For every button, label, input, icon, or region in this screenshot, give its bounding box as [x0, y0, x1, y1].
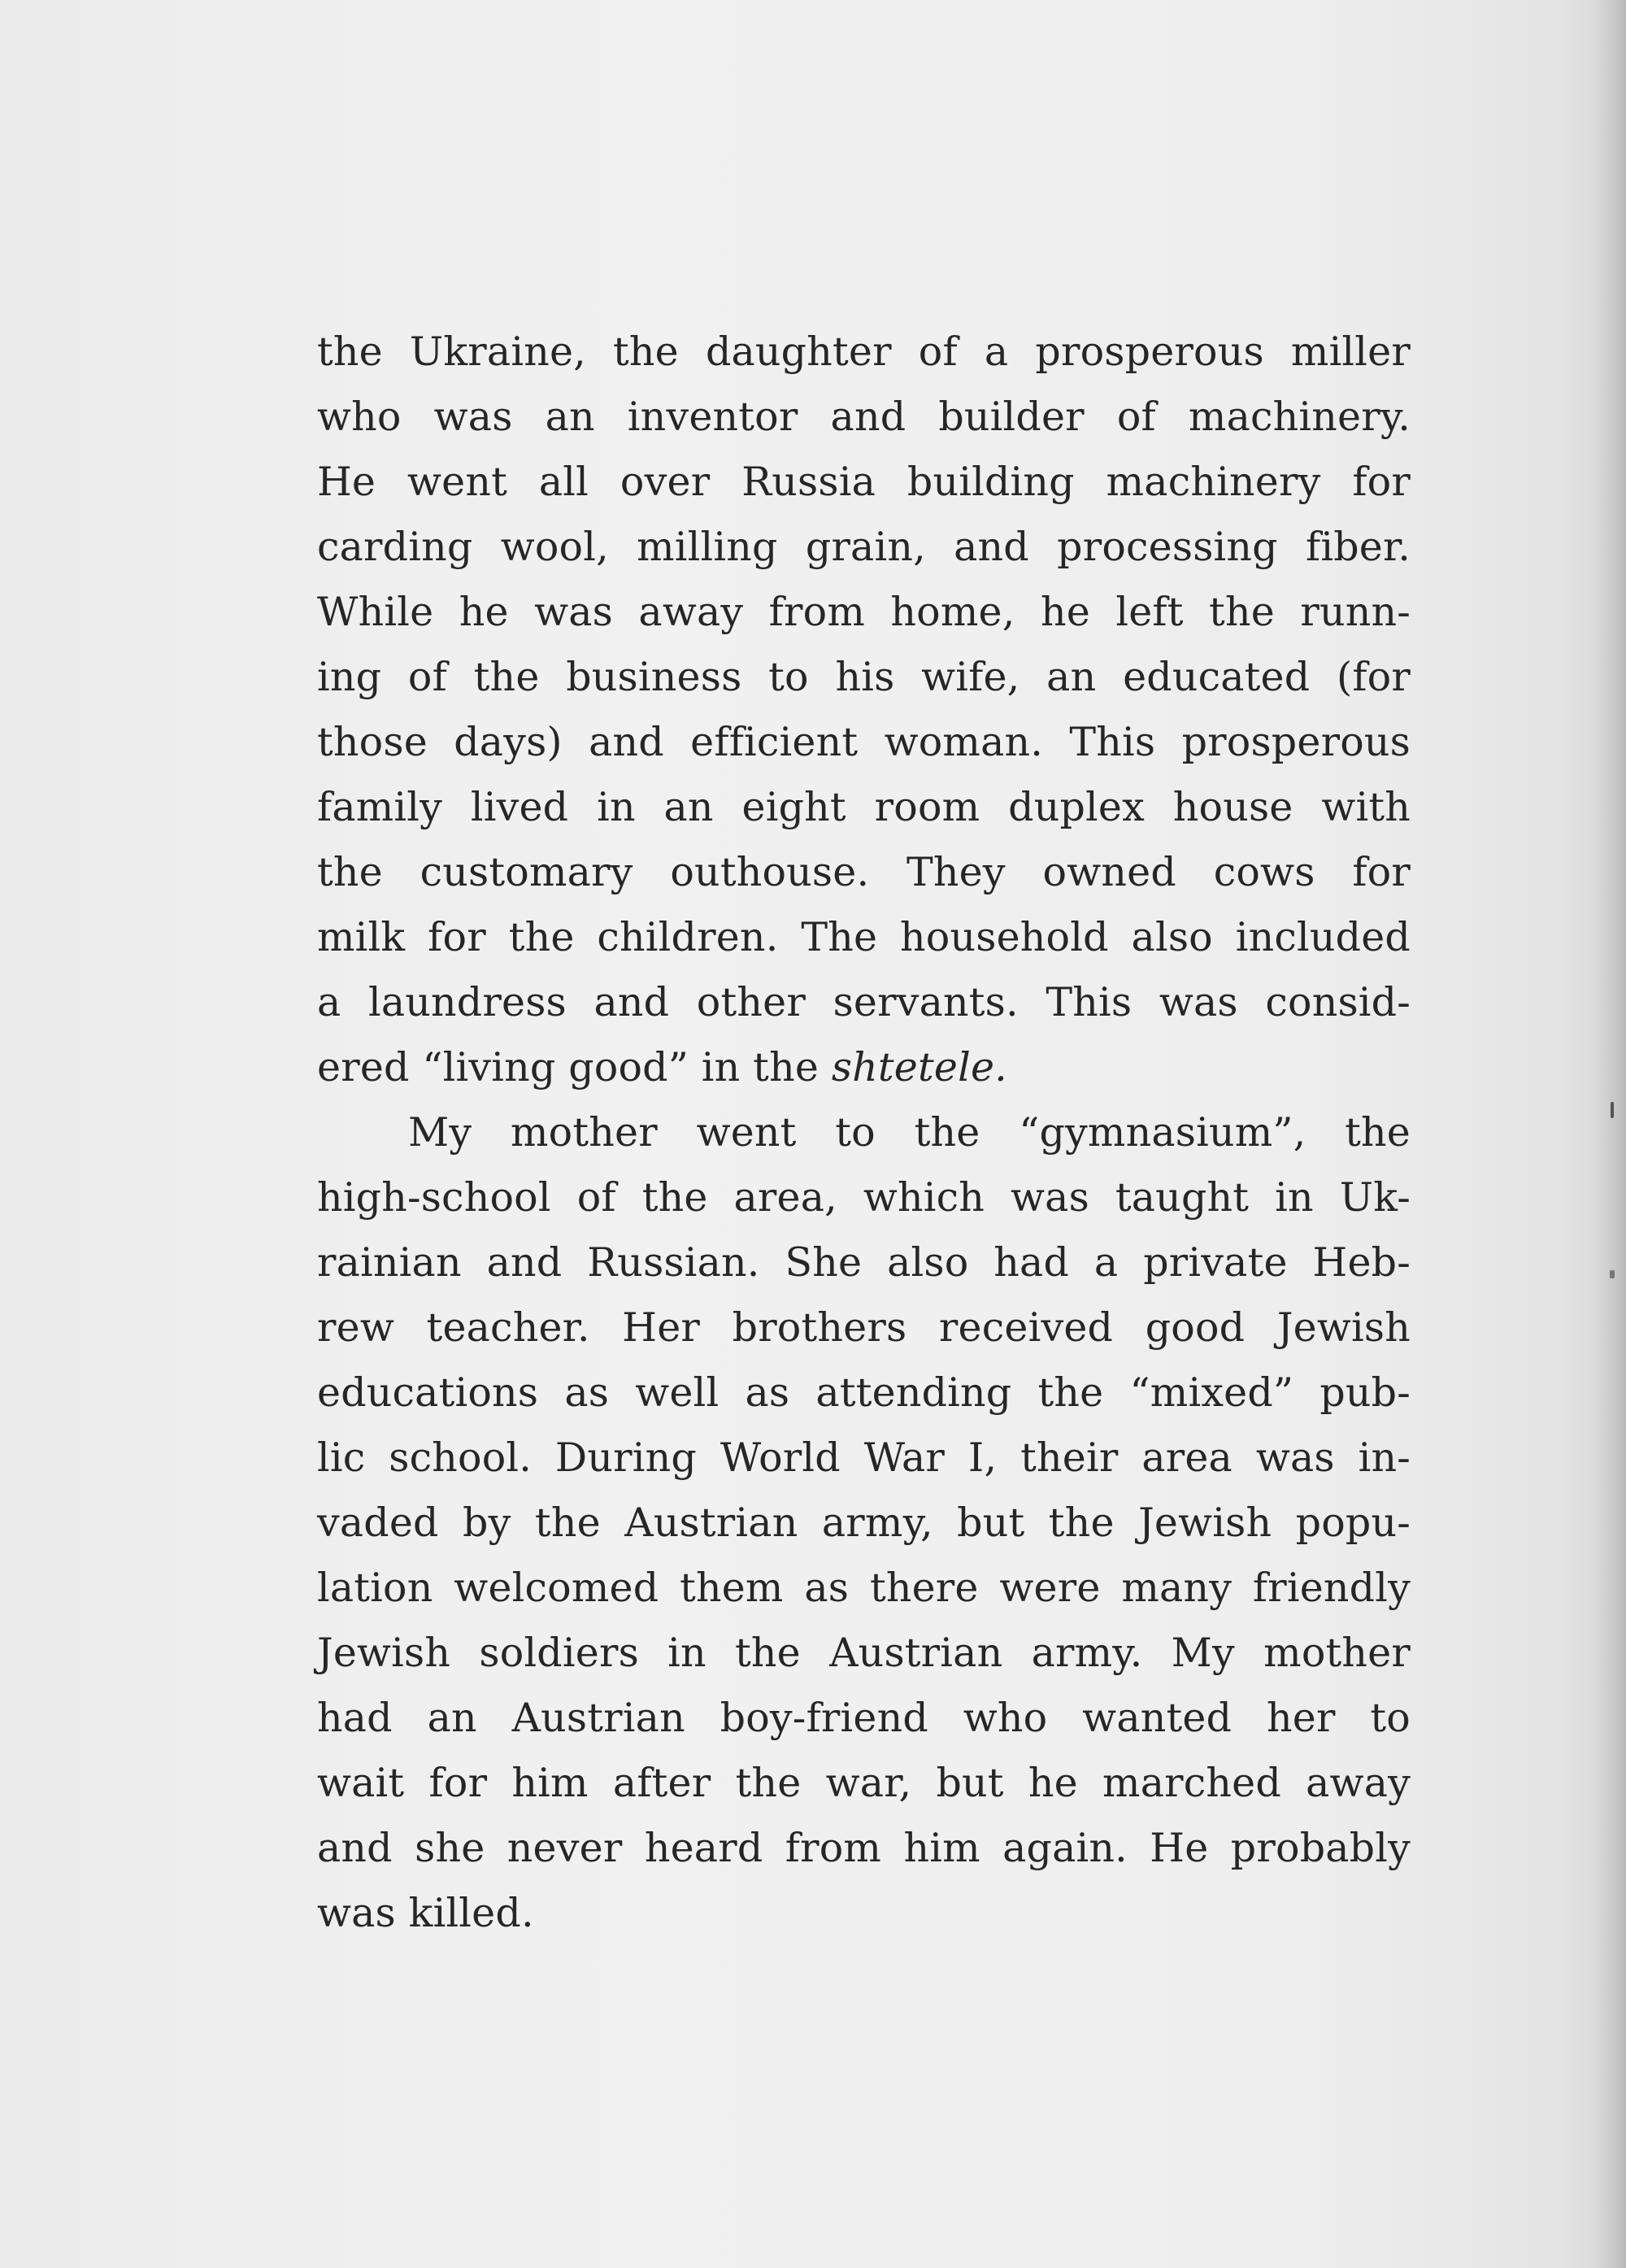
- text-line: He went all over Russia building machinery for: [317, 459, 1411, 505]
- text-line: was killed.: [317, 1890, 534, 1936]
- paragraph-2: [317, 1100, 1411, 1946]
- text-line: Jewish soldiers in the Austrian army. My mother: [317, 1630, 1411, 1676]
- body-text: [317, 320, 1411, 1946]
- text-line: the customary outhouse. They owned cows for: [317, 849, 1411, 895]
- text-line: lic school. During World War I, their area was in-: [317, 1434, 1411, 1481]
- page-edge-mark: [1610, 1270, 1615, 1278]
- paragraph-1: [317, 320, 1411, 1100]
- text-line: milk for the children. The household also included: [317, 914, 1411, 960]
- text-line: who was an inventor and builder of machinery.: [317, 394, 1411, 440]
- text-line: wait for him after the war, but he marched away: [317, 1760, 1411, 1806]
- text-line: the Ukraine, the daughter of a prosperous miller: [317, 329, 1411, 375]
- text-line: family lived in an eight room duplex house with: [317, 784, 1411, 830]
- text-line: carding wool, milling grain, and processing fiber.: [317, 524, 1411, 570]
- text-line: vaded by the Austrian army, but the Jewish popu-: [317, 1500, 1411, 1546]
- page-edge-shadow: [1593, 0, 1626, 2268]
- page-edge-mark: [1611, 1102, 1614, 1118]
- text-line: [317, 1035, 1411, 1100]
- italic-word-shtetele: shtetele.: [831, 1044, 1007, 1090]
- text-line: and she never heard from him again. He probably: [317, 1825, 1411, 1871]
- text-line: a laundress and other servants. This was consid-: [317, 979, 1411, 1025]
- text-line-roman: ered “living good” in the: [317, 1044, 832, 1090]
- text-line: lation welcomed them as there were many friendly: [317, 1565, 1411, 1611]
- text-line: While he was away from home, he left the runn-: [317, 589, 1411, 635]
- text-line: rew teacher. Her brothers received good Jewish: [317, 1304, 1411, 1351]
- text-line: ing of the business to his wife, an educated (for: [317, 654, 1411, 700]
- text-line: had an Austrian boy-friend who wanted her to: [317, 1695, 1411, 1741]
- text-line: rainian and Russian. She also had a private Heb-: [317, 1239, 1411, 1286]
- text-line: those days) and efficient woman. This prosperous: [317, 719, 1411, 765]
- text-line: My mother went to the “gymnasium”, the: [408, 1109, 1411, 1156]
- text-line: high-school of the area, which was taught in Uk-: [317, 1174, 1411, 1221]
- text-line: educations as well as attending the “mixed” pub-: [317, 1369, 1411, 1416]
